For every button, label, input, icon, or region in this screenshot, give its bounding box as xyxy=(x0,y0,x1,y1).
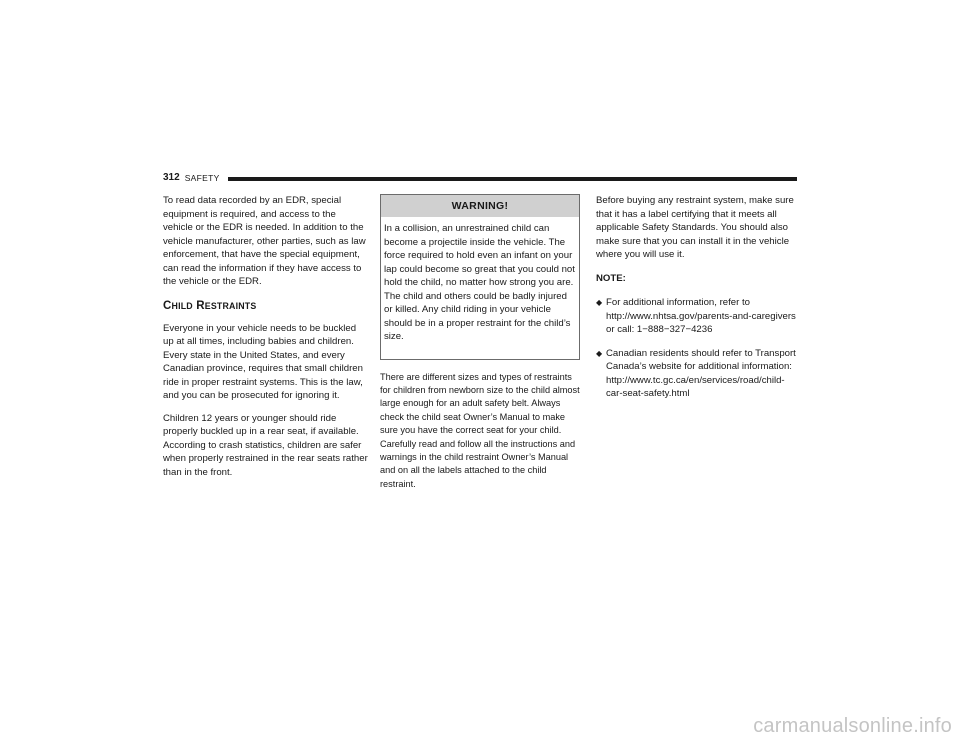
section-heading-child-restraints: CHILD RESTRAINTS xyxy=(163,299,257,312)
list-item xyxy=(596,347,799,401)
page-header xyxy=(163,171,797,185)
warning-body: In a collision, an unrestrained child can become a projectile inside the vehicle. The force required to hold even an infant on your lap could become so great that you could not hold the child, no matter how strong you are. The child and others could be badly injured or killed. Any child riding in your vehicle should be in a proper restraint for the child’s size. xyxy=(384,223,575,342)
note-label: NOTE: xyxy=(596,272,626,284)
diamond-bullet-icon: ◆ xyxy=(596,298,603,307)
buckle-up-paragraph: Everyone in your vehicle needs to be buckled up at all times, including babies and children. Every state in the United States, and every Canadian province, requires that small children ride in proper restraint systems. This is the law, and you can be prosecuted for ignoring it. xyxy=(163,322,363,401)
edr-paragraph: To read data recorded by an EDR, special equipment is required, and access to the vehicle or the EDR is needed. In addition to the vehicle manufacturer, other parties, such as law enforcement, that have the special equipment, can read the information if they have access to the vehicle or the EDR. xyxy=(163,195,366,287)
page-number: 312 xyxy=(163,172,180,183)
column-left xyxy=(163,194,368,488)
diamond-bullet-icon: ◆ xyxy=(596,348,603,358)
watermark: carmanualsonline.info xyxy=(753,715,952,737)
nhtsa-note: For additional information, refer to http://www.nhtsa.gov/parents-and-caregivers or call: 1−888−327−4236 xyxy=(606,297,796,335)
buying-paragraph: Before buying any restraint system, make sure that it has a label certifying that it meets all applicable Safety Standards. You should also make sure that you can install it in the vehicle where you will use it. xyxy=(596,195,794,260)
restraint-types-paragraph: There are different sizes and types of restraints for children from newborn size to the child almost large enough for an adult safety belt. Always check the child seat Owner’s Manual to make sure you have the correct seat for your child. Carefully read and follow all the instructions and warnings in the child restraint Owner’s Manual and on all the labels attached to the child restraint. xyxy=(380,371,580,489)
warning-box xyxy=(380,194,580,360)
column-middle xyxy=(380,194,580,500)
column-right xyxy=(596,194,799,411)
warning-title: WARNING! xyxy=(381,195,579,217)
list-item xyxy=(596,296,799,337)
section-name: SAFETY xyxy=(184,173,220,183)
header-rule xyxy=(228,177,797,181)
rear-seat-paragraph: Children 12 years or younger should ride properly buckled up in a rear seat, if available. According to crash statistics, children are safer when properly restrained in the rear seats rather than in the front. xyxy=(163,412,368,478)
transport-canada-note: Canadian residents should refer to Transport Canada’s website for additional information: http://www.tc.gc.ca/en/services/road/child-car-seat-safety.html xyxy=(606,347,796,399)
note-list xyxy=(596,296,799,401)
